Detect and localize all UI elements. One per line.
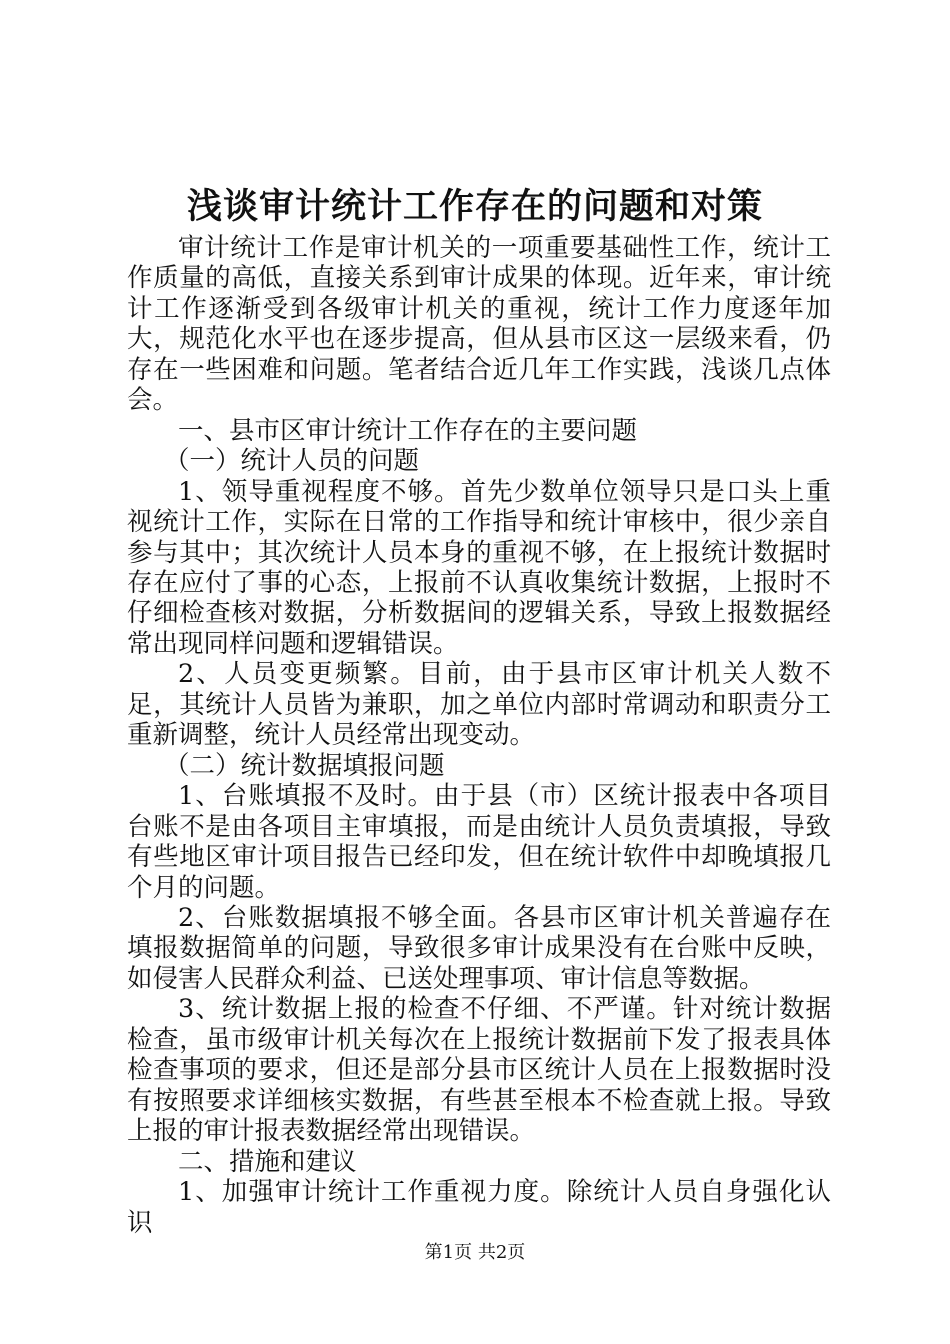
paragraph: 1、加强审计统计工作重视力度。除统计人员自身强化认识 <box>127 1177 831 1238</box>
paragraph: 1、领导重视程度不够。首先少数单位领导只是口头上重视统计工作，实际在日常的工作指导和统计审核中，很少亲自参与其中；其次统计人员本身的重视不够，在上报统计数据时存在应付了事的心态，上报前不认真收集统计数据，上报时不仔细检查核对数据，分析数据间的逻辑关系，导致上报数据经常出现同样问题和逻辑错误。 <box>127 476 831 659</box>
subsection-heading-1: （一）统计人员的问题 <box>163 446 419 477</box>
paragraph: 1、台账填报不及时。由于县（市）区统计报表中各项目台账不是由各项目主审填报，而是由统计人员负责填报，导致有些地区审计项目报告已经印发，但在统计软件中却晚填报几个月的问题。 <box>127 781 831 903</box>
subsection-heading-2: （二）统计数据填报问题 <box>163 750 445 781</box>
section-heading-1: 一、县市区审计统计工作存在的主要问题 <box>178 415 638 446</box>
page-footer: 第1页 共2页 <box>424 1242 526 1263</box>
section-heading-2: 二、措施和建议 <box>178 1146 357 1177</box>
paragraph: 2、人员变更频繁。目前，由于县市区审计机关人数不足，其统计人员皆为兼职，加之单位内部时常调动和职责分工重新调整，统计人员经常出现变动。 <box>127 659 831 751</box>
document-body <box>127 233 831 1238</box>
paragraph-intro: 审计统计工作是审计机关的一项重要基础性工作，统计工作质量的高低，直接关系到审计成果的体现。近年来，审计统计工作逐渐受到各级审计机关的重视，统计工作力度逐年加大，规范化水平也在逐步提高，但从县市区这一层级来看，仍存在一些困难和问题。笔者结合近几年工作实践，浅谈几点体会。 <box>127 233 831 416</box>
document-title: 浅谈审计统计工作存在的问题和对策 <box>186 186 763 227</box>
paragraph: 3、统计数据上报的检查不仔细、不严谨。针对统计数据检查，虽市级审计机关每次在上报统计数据前下发了报表具体检查事项的要求，但还是部分县市区统计人员在上报数据时没有按照要求详细核实数据，有些甚至根本不检查就上报。导致上报的审计报表数据经常出现错误。 <box>127 994 831 1147</box>
paragraph: 2、台账数据填报不够全面。各县市区审计机关普遍存在填报数据简单的问题，导致很多审计成果没有在台账中反映，如侵害人民群众利益、已送处理事项、审计信息等数据。 <box>127 902 831 994</box>
